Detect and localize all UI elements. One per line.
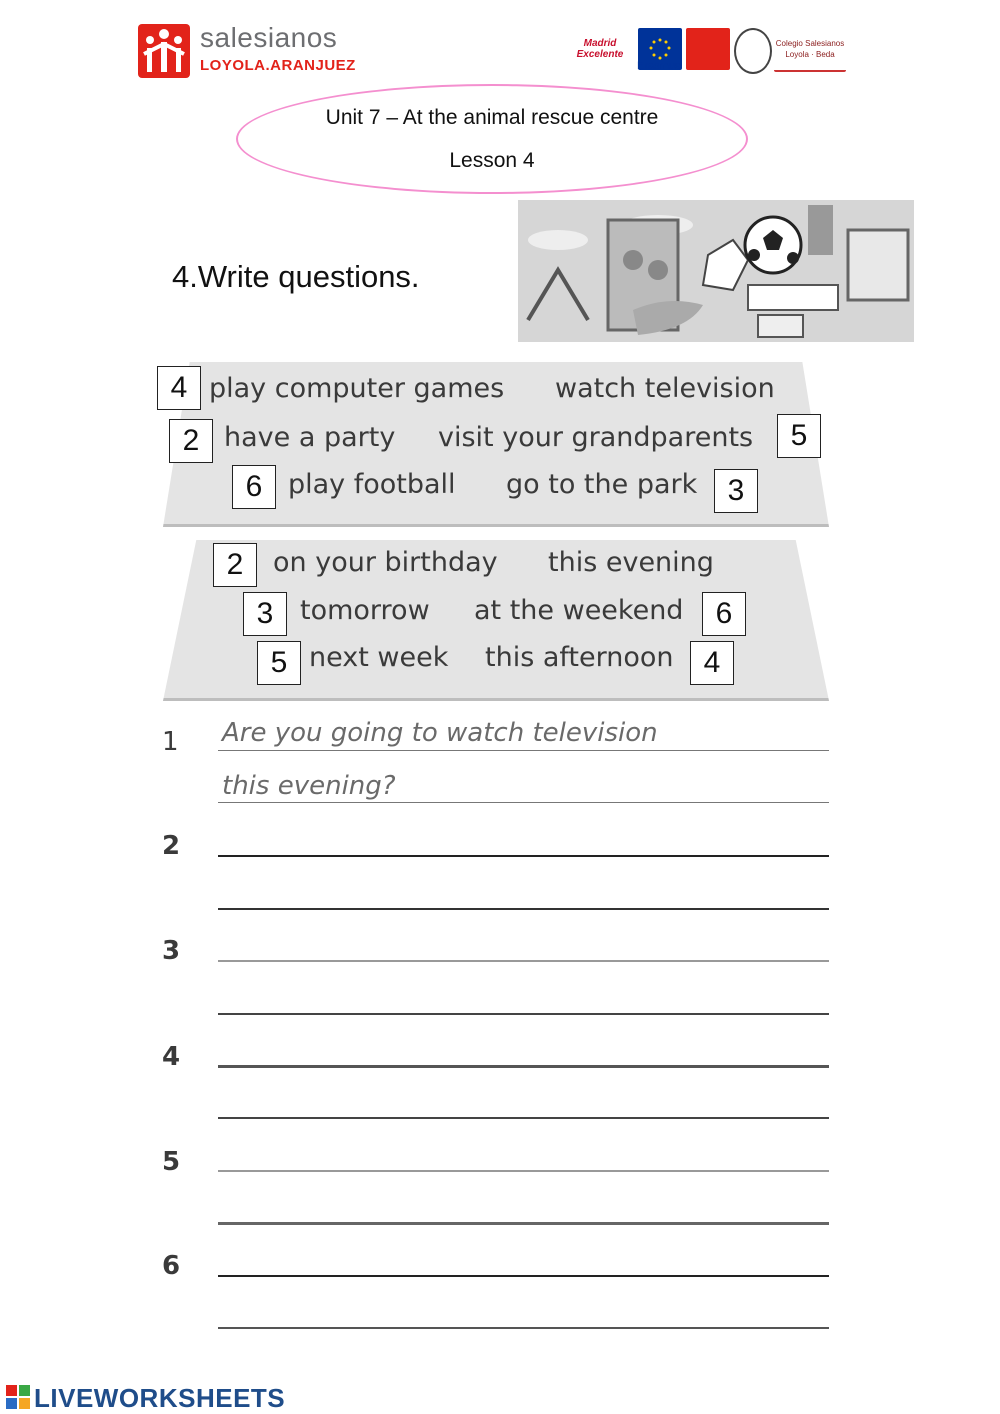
- liveworksheets-icon: [6, 1385, 30, 1409]
- activity-phrase: play computer games: [209, 373, 505, 404]
- activity-number-box[interactable]: 2: [169, 419, 213, 463]
- question-number: 5: [162, 1147, 181, 1177]
- exercise-title: 4.Write questions.: [172, 259, 420, 294]
- title-ellipse: [236, 84, 748, 194]
- question-number: 4: [162, 1042, 181, 1072]
- answer-line: [218, 750, 829, 751]
- time-phrase: at the weekend: [474, 595, 684, 626]
- time-number-box[interactable]: 2: [213, 543, 257, 587]
- answer-line[interactable]: [218, 1327, 829, 1329]
- answer-line[interactable]: [218, 960, 829, 962]
- lesson-title: Lesson 4: [449, 149, 535, 172]
- activity-phrase: go to the park: [506, 469, 698, 500]
- answer-line: [218, 802, 829, 803]
- activity-phrase: play football: [288, 469, 456, 500]
- answer-line[interactable]: [218, 1117, 829, 1119]
- activity-phrase: have a party: [224, 422, 396, 453]
- answer-line[interactable]: [218, 855, 829, 857]
- answer-line[interactable]: [218, 1222, 829, 1225]
- time-phrase: this afternoon: [485, 642, 674, 673]
- beda-logo: Colegio Salesianos Loyola · Beda: [774, 28, 846, 72]
- school-subtitle: LOYOLA.ARANJUEZ: [200, 57, 356, 74]
- madrid-excelente-logo: Madrid Excelente: [566, 28, 634, 70]
- answer-line[interactable]: [218, 1065, 829, 1068]
- time-number-box[interactable]: 6: [702, 592, 746, 636]
- question-number: 6: [162, 1251, 181, 1281]
- community-logo: [686, 28, 730, 70]
- example-answer-line1: Are you going to watch television: [222, 718, 658, 748]
- answer-line[interactable]: [218, 1170, 829, 1172]
- salesianos-logo-icon: [138, 24, 190, 78]
- activity-phrase: watch television: [555, 373, 775, 404]
- time-phrase: tomorrow: [300, 595, 430, 626]
- example-answer-line2: this evening?: [222, 771, 396, 801]
- question-number: 2: [162, 831, 181, 861]
- activity-number-box[interactable]: 3: [714, 469, 758, 513]
- activities-illustration: [518, 200, 914, 342]
- answer-line[interactable]: [218, 1275, 829, 1277]
- time-number-box[interactable]: 4: [690, 641, 734, 685]
- school-name: salesianos: [200, 22, 338, 53]
- time-phrase: on your birthday: [273, 547, 498, 578]
- time-number-box[interactable]: 5: [257, 641, 301, 685]
- activity-phrase: visit your grandparents: [438, 422, 754, 453]
- certification-seal-icon: [734, 28, 772, 74]
- activity-number-box[interactable]: 4: [157, 366, 201, 410]
- activity-number-box[interactable]: 5: [777, 414, 821, 458]
- erasmus-label: Erasmus: [637, 60, 681, 72]
- footer-brand[interactable]: LIVEWORKSHEETS: [34, 1383, 286, 1413]
- unit-title: Unit 7 – At the animal rescue centre: [325, 106, 659, 129]
- answer-line[interactable]: [218, 908, 829, 910]
- answer-line[interactable]: [218, 1013, 829, 1015]
- question-number: 3: [162, 936, 181, 966]
- time-phrase: this evening: [548, 547, 714, 578]
- time-phrase: next week: [309, 642, 449, 673]
- eu-stars-icon: [645, 37, 675, 61]
- time-number-box[interactable]: 3: [243, 592, 287, 636]
- activity-number-box[interactable]: 6: [232, 465, 276, 509]
- question-number: 1: [162, 727, 179, 757]
